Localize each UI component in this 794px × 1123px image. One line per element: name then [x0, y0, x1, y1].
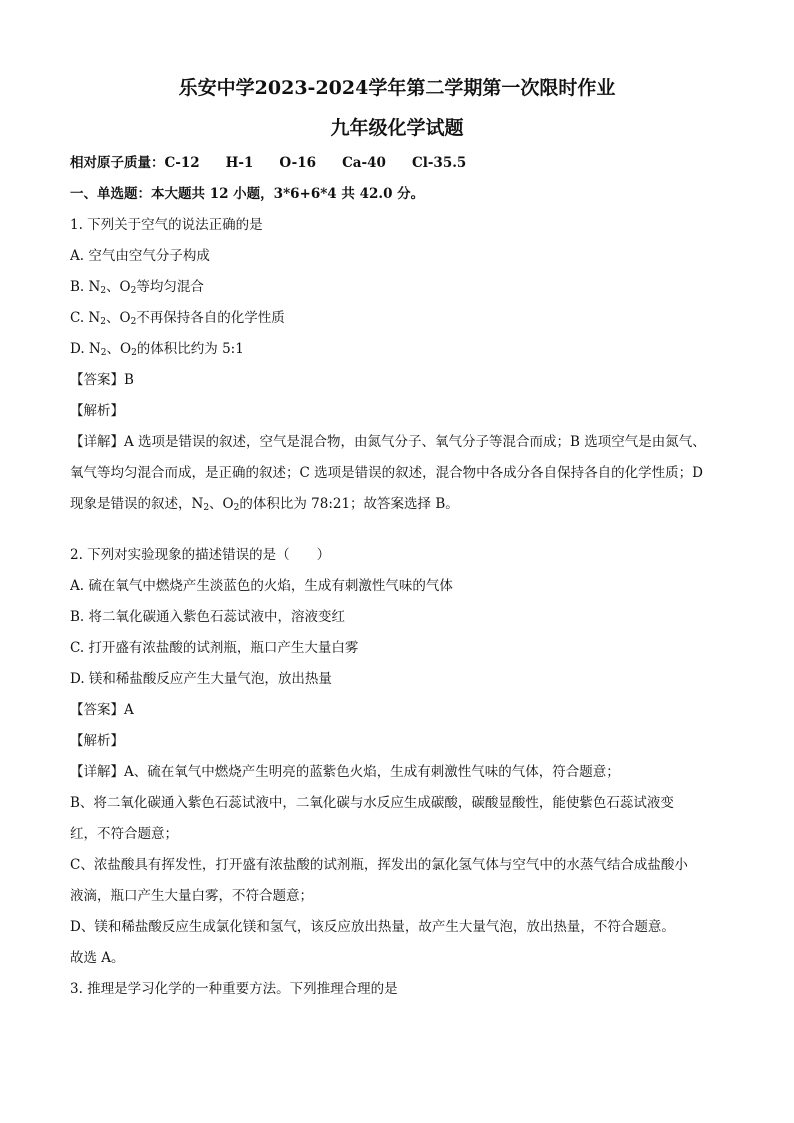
- subscript-2: 2: [203, 503, 210, 513]
- question-2-detail-line-5: 液滴，瓶口产生大量白雾，不符合题意；: [70, 888, 313, 904]
- question-1-option-b: [70, 272, 724, 303]
- question-1-detail-line-1: 【详解】A 选项是错误的叙述，空气是混合物，由氮气分子、氧气分子等混合而成；B 选项空气是由氮气、: [70, 434, 706, 450]
- subscript-2: 2: [130, 286, 137, 296]
- question-2-detail-line-4: C、浓盐酸具有挥发性，打开盛有浓盐酸的试剂瓶，挥发出的氯化氢气体与空气中的水蒸气结合成盐酸小: [70, 857, 688, 873]
- option-d-text-3: 的体积比约为 5:1: [136, 341, 244, 357]
- question-2-stem: 2. 下列对实验现象的描述错误的是（ ）: [70, 547, 331, 563]
- question-2-analysis-label: 【解析】: [70, 733, 124, 749]
- atomic-mass-h: H-1: [225, 155, 254, 171]
- subscript-2: 2: [130, 317, 137, 327]
- atomic-masses: [70, 148, 724, 179]
- option-c-text-2: 、O: [105, 310, 131, 326]
- question-2-detail-line-1: 【详解】A、硫在氧气中燃烧产生明亮的蓝紫色火焰，生成有刺激性气味的气体，符合题意；: [70, 764, 620, 780]
- exam-subtitle: 九年级化学试题: [330, 117, 464, 139]
- atomic-mass-c: C-12: [164, 155, 200, 171]
- question-1-stem: 1. 下列关于空气的说法正确的是: [70, 217, 263, 233]
- question-1-analysis-label: 【解析】: [70, 403, 124, 419]
- question-2-answer: 【答案】A: [70, 702, 134, 718]
- subscript-2: 2: [233, 503, 240, 513]
- question-2-conclusion: 故选 A。: [70, 950, 125, 966]
- question-1-option-a: A. 空气由空气分子构成: [70, 248, 210, 264]
- question-1-option-d: [70, 334, 724, 365]
- exam-title: 乐安中学2023-2024学年第二学期第一次限时作业: [178, 77, 616, 99]
- option-c-text-3: 不再保持各自的化学性质: [136, 310, 285, 326]
- section-heading: 一、单选题：本大题共 12 小题，3*6+6*4 共 42.0 分。: [70, 186, 425, 202]
- question-2-option-d: D. 镁和稀盐酸反应产生大量气泡，放出热量: [70, 671, 332, 687]
- subscript-2: 2: [131, 348, 137, 358]
- atomic-mass-ca: Ca-40: [342, 155, 386, 171]
- subscript-2: 2: [100, 317, 106, 327]
- detail-text-3: 的体积比为 78:21；故答案选择 B。: [239, 496, 459, 512]
- question-2-option-b: B. 将二氧化碳通入紫色石蕊试液中，溶液变红: [70, 609, 346, 625]
- detail-text-1: 现象是错误的叙述，N: [70, 496, 204, 512]
- atomic-mass-cl: Cl-35.5: [411, 155, 467, 171]
- question-2-option-c: C. 打开盛有浓盐酸的试剂瓶，瓶口产生大量白雾: [70, 640, 359, 656]
- question-1-detail-line-2: 氧气等均匀混合而成，是正确的叙述；C 选项是错误的叙述，混合物中各成分各自保持各自的化学性质；D: [70, 465, 703, 481]
- question-1-option-c: [70, 303, 724, 334]
- atomic-masses-label: 相对原子质量：: [70, 155, 165, 171]
- option-b-text-1: B. N: [70, 279, 101, 295]
- question-2-detail-line-6: D、镁和稀盐酸反应生成氯化镁和氢气，该反应放出热量，故产生大量气泡，放出热量，不符合题意。: [70, 919, 675, 935]
- detail-text-2: 、O: [209, 496, 234, 512]
- question-3-stem: 3. 推理是学习化学的一种重要方法。下列推理合理的是: [70, 981, 398, 997]
- question-2-detail-line-2: B、将二氧化碳通入紫色石蕊试液中，二氧化碳与水反应生成碳酸，碳酸显酸性，能使紫色石蕊试液变: [70, 795, 674, 811]
- subscript-2: 2: [100, 286, 107, 296]
- question-1-answer: 【答案】B: [70, 372, 134, 388]
- option-d-text-1: D. N: [70, 341, 101, 357]
- question-2-detail-line-3: 红，不符合题意；: [70, 826, 178, 842]
- option-b-text-3: 等均匀混合: [136, 279, 204, 295]
- option-d-text-2: 、O: [106, 341, 132, 357]
- question-spacer: [70, 520, 724, 540]
- question-1-detail-line-3: [70, 489, 724, 520]
- atomic-mass-o: O-16: [279, 155, 317, 171]
- option-b-text-2: 、O: [106, 279, 131, 295]
- subscript-2: 2: [100, 348, 107, 358]
- question-2-option-a: A. 硫在氧气中燃烧产生淡蓝色的火焰，生成有刺激性气味的气体: [70, 578, 453, 594]
- option-c-text-1: C. N: [70, 310, 101, 326]
